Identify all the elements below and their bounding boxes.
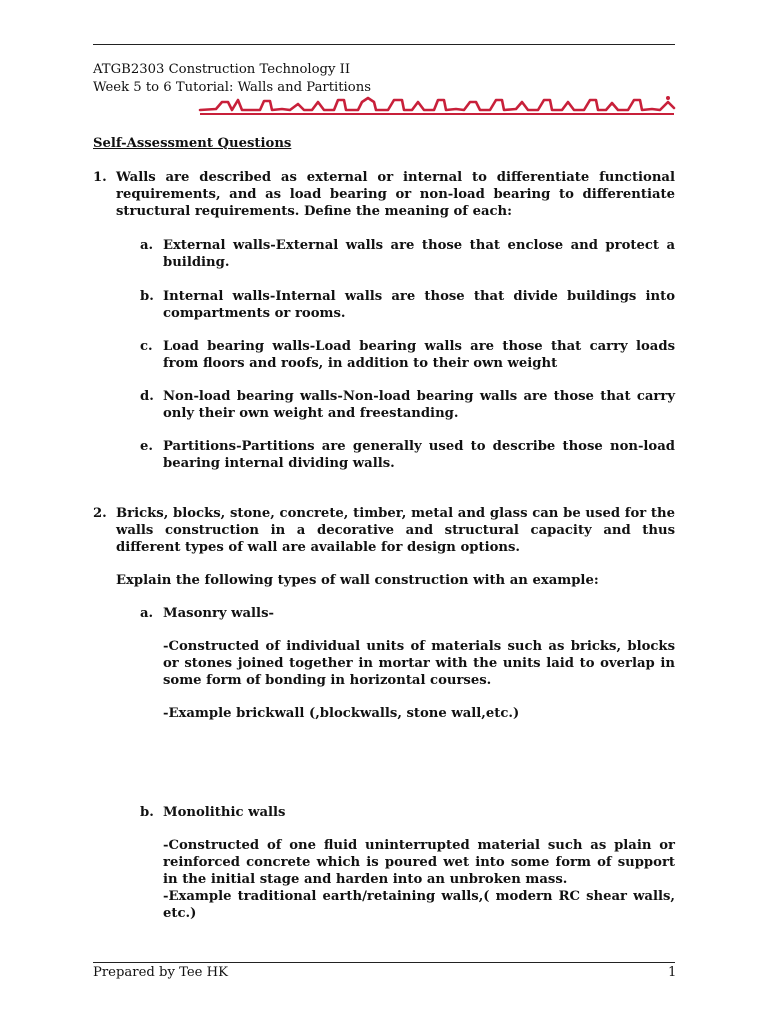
course-title: ATGB2303 Construction Technology II <box>93 62 351 77</box>
q1-item-a <box>93 237 675 271</box>
q2-item-a-description: -Constructed of individual units of materials such as bricks, blocks or stones joined together in mortar with the units laid to overlap in some form of bonding in horizontal courses. <box>163 639 675 688</box>
q1-item-b <box>93 288 675 322</box>
item-letter: a. <box>140 238 154 253</box>
item-text: External walls-External walls are those that enclose and protect a building. <box>163 238 675 270</box>
q2-item-b-example: -Example traditional earth/retaining walls,( modern RC shear walls, etc.) <box>163 889 675 921</box>
question-1 <box>93 169 675 220</box>
q2-item-a-example: -Example brickwall (,blockwalls, stone wall,etc.) <box>163 706 520 721</box>
red-skyline-decoration <box>198 92 678 118</box>
item-letter: d. <box>140 389 154 404</box>
q2-item-b-description: -Constructed of one fluid uninterrupted material such as plain or reinforced concrete which is poured wet into some form of support in the initial stage and harden into an unbroken mass. <box>163 838 675 887</box>
question-number: 2. <box>93 506 107 521</box>
question-text: Walls are described as external or internal to differentiate functional requirements, and as load bearing or non-load bearing to differentiate structural requirements. Define the meaning of each: <box>116 170 675 219</box>
q1-item-d <box>93 388 675 422</box>
main-content <box>93 128 675 922</box>
top-rule <box>93 44 675 45</box>
item-text: Internal walls-Internal walls are those that divide buildings into compartments or rooms. <box>163 289 675 321</box>
section-title: Self-Assessment Questions <box>93 136 292 151</box>
item-letter: b. <box>140 289 154 304</box>
q2-item-b-title <box>93 804 675 821</box>
item-text: Masonry walls- <box>163 606 274 621</box>
q1-item-e <box>93 438 675 472</box>
item-text: Non-load bearing walls-Non-load bearing walls are those that carry only their own weight and freestanding. <box>163 389 675 421</box>
q2-item-a-title <box>93 605 675 622</box>
tutorial-title: Week 5 to 6 Tutorial: Walls and Partitions <box>93 80 371 95</box>
item-letter: e. <box>140 439 153 454</box>
question-text: Bricks, blocks, stone, concrete, timber, metal and glass can be used for the walls construction in a decorative and structural capacity and thus different types of wall are available for design options. <box>116 506 675 555</box>
item-letter: b. <box>140 805 154 820</box>
item-text: Load bearing walls-Load bearing walls are those that carry loads from floors and roofs, in addition to their own weight <box>163 339 675 371</box>
item-text: Partitions-Partitions are generally used to describe those non-load bearing internal dividing walls. <box>163 439 675 471</box>
question-number: 1. <box>93 170 107 185</box>
footer-rule <box>93 962 675 963</box>
question-2 <box>93 505 675 556</box>
item-text: Monolithic walls <box>163 805 286 820</box>
item-letter: a. <box>140 606 154 621</box>
item-letter: c. <box>140 339 153 354</box>
q1-item-c <box>93 338 675 372</box>
footer-author: Prepared by Tee HK <box>93 965 229 980</box>
q2-explain: Explain the following types of wall construction with an example: <box>116 573 599 588</box>
page-number: 1 <box>668 965 677 980</box>
